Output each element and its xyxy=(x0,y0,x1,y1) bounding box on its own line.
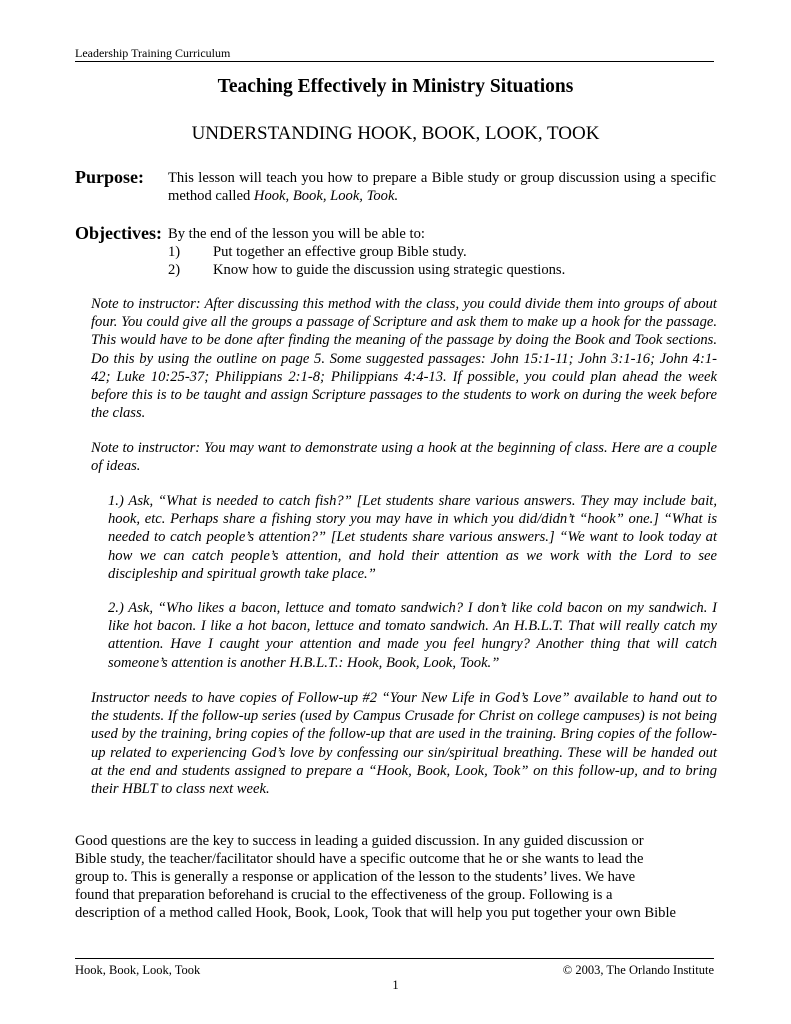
hook-idea-sandwich: 2.) Ask, “Who likes a bacon, lettuce and tomato sandwich? I don’t like cold bacon on my sandwich. I like hot bacon. I like a hot bacon, lettuce and tomato sandwich. An H.B.L.T. That will really catch my attention. Have I caught your attention and made you feel hungry? Another thing that will catch someone’s attention is another H.B.L.T.: Hook, Book, Look, Took.” xyxy=(108,600,717,671)
body-paragraph xyxy=(75,832,735,922)
footer-copyright: © 2003, The Orlando Institute xyxy=(562,963,714,977)
body-line: description of a method called Hook, Book, Look, Took that will help you put together your own Bible xyxy=(75,905,677,921)
objectives-label: Objectives: xyxy=(75,223,162,243)
body-line: Bible study, the teacher/facilitator should have a specific outcome that he or she wants to lead the xyxy=(75,851,644,867)
objective-text: Know how to guide the discussion using strategic questions. xyxy=(213,262,566,278)
page-number: 1 xyxy=(392,978,399,992)
body-line: found that preparation beforehand is crucial to the effectiveness of the group. Following is a xyxy=(75,887,613,903)
purpose-label: Purpose: xyxy=(75,167,144,187)
purpose-method-name: Hook, Book, Look, Took. xyxy=(253,188,399,204)
running-header: Leadership Training Curriculum xyxy=(75,46,714,62)
instructor-note-groups: Note to instructor: After discussing this method with the class, you could divide them into groups of about four. You could give all the groups a passage of Scripture and ask them to make up a hook for the passage. This would have to be done after finding the meaning of the passage by doing the Book and Took sections. Do this by using the outline on page 5. Some suggested passages: John 15:1-11; John 3:1-16; John 4:1-42; Luke 10:25-37; Philippians 2:1-8; Philippians 4:4-13. If possible, you could plan ahead the week before this is to be taught and assign Scripture passages to the students to work on during the week before the class. xyxy=(91,296,717,422)
objectives-intro: By the end of the lesson you will be able to: xyxy=(168,226,425,242)
footer-divider xyxy=(75,958,714,959)
body-line: Good questions are the key to success in leading a guided discussion. In any guided discussion or xyxy=(75,833,644,849)
hook-idea-fish: 1.) Ask, “What is needed to catch fish?” [Let students share various answers. They may include bait, hook, etc. Perhaps share a fishing story you may have in which you did/didn’t “hook” one.] “What is needed to catch people’s attention?” [Let students share various answers.] “We want to look today at how we can catch people’s attention, and hold their attention as we work with the Lord to see discipleship and spiritual growth take place.” xyxy=(108,493,717,582)
purpose-text-prefix: This lesson will teach you how to prepare a Bible study or group discussion using a specific method called xyxy=(168,170,716,204)
purpose-text xyxy=(168,169,716,205)
footer-title: Hook, Book, Look, Took xyxy=(75,963,201,977)
instructor-note-follow-up: Instructor needs to have copies of Follow-up #2 “Your New Life in God’s Love” available to hand out to the students. If the follow-up series (used by Campus Crusade for Christ on college campuses) is not being used by the training, bring copies of the follow-up that are used in the training. Bring copies of the follow-up related to experiencing God’s love by confessing our sin/spiritual breathing. These will be handed out at the end and students assigned to prepare a “Hook, Book, Look, Took” on this follow-up, and to bring their HBLT to class next week. xyxy=(91,690,717,798)
objective-text: Put together an effective group Bible study. xyxy=(213,244,467,260)
page-title: Teaching Effectively in Ministry Situations xyxy=(217,76,574,97)
objective-number: 2) xyxy=(168,262,181,278)
body-line: group to. This is generally a response or application of the lesson to the students’ lives. We have xyxy=(75,869,636,885)
instructor-note-hook-demo: Note to instructor: You may want to demonstrate using a hook at the beginning of class. Here are a couple of ideas. xyxy=(91,440,717,475)
page-subtitle: UNDERSTANDING HOOK, BOOK, LOOK, TOOK xyxy=(191,123,600,144)
objective-number: 1) xyxy=(168,244,181,260)
